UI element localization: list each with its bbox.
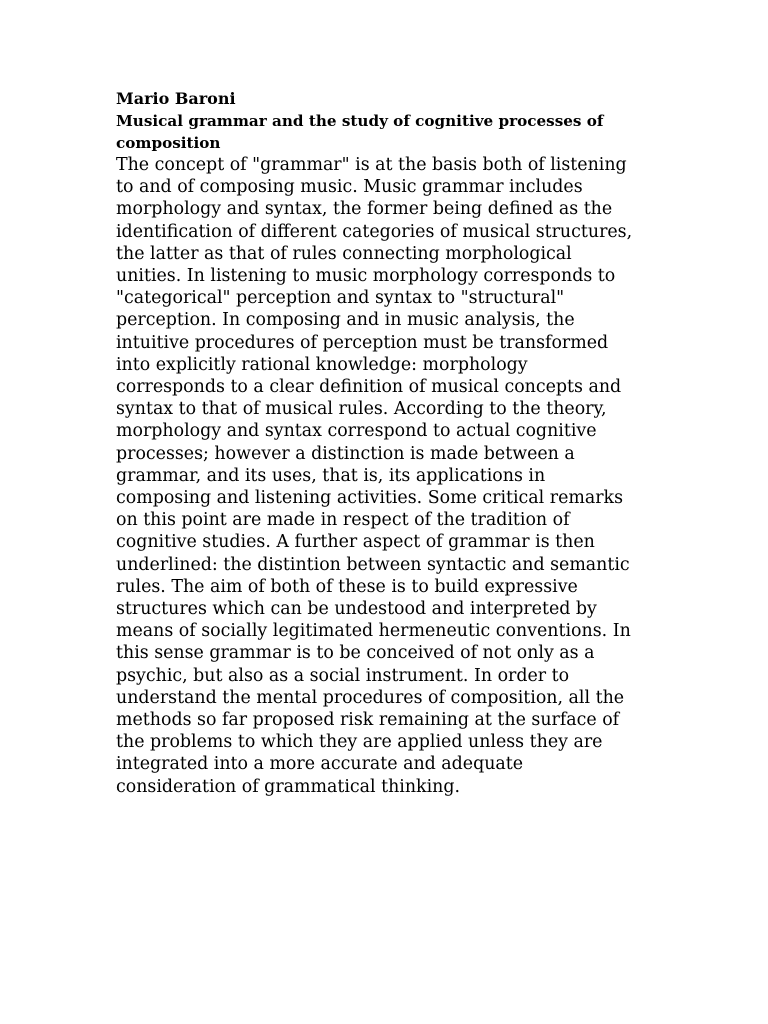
author-name: Mario Baroni [116, 89, 236, 108]
abstract-line: to and of composing music. Music grammar includes [116, 177, 583, 198]
abstract-line: perception. In composing and in music analysis, the [116, 310, 575, 331]
abstract-line: methods so far proposed risk remaining at the surface of [116, 710, 620, 731]
abstract-line: morphology and syntax correspond to actual cognitive [116, 421, 597, 442]
abstract-line: structures which can be undestood and interpreted by [116, 599, 597, 620]
abstract-line: syntax to that of musical rules. According to the theory, [116, 399, 607, 420]
abstract-line: morphology and syntax, the former being defined as the [116, 199, 613, 220]
document-page [116, 88, 636, 798]
abstract-text [116, 154, 636, 798]
abstract-line: the latter as that of rules connecting morphological [116, 243, 572, 264]
abstract-line: The concept of "grammar" is at the basis both of listening [116, 155, 627, 175]
abstract-line: this sense grammar is to be conceived of not only as a [116, 643, 595, 664]
paper-title [116, 110, 636, 154]
abstract-line: corresponds to a clear definition of musical concepts and [116, 377, 622, 398]
abstract-line: into explicitly rational knowledge: morphology [116, 354, 528, 375]
abstract-line: integrated into a more accurate and adequate [116, 754, 524, 775]
abstract-line: grammar, and its uses, that is, its applications in [116, 465, 546, 486]
abstract-line: cognitive studies. A further aspect of grammar is then [116, 532, 595, 553]
abstract-line: psychic, but also as a social instrument. In order to [116, 665, 570, 686]
abstract-line: "categorical" perception and syntax to "structural" [116, 288, 565, 309]
abstract-line: composing and listening activities. Some critical remarks [116, 488, 623, 509]
abstract-line: the problems to which they are applied unless they are [116, 732, 603, 753]
title-line: composition [116, 134, 221, 152]
abstract-line: on this point are made in respect of the tradition of [116, 510, 570, 531]
abstract-line: unities. In listening to music morphology corresponds to [116, 266, 616, 287]
abstract-line: intuitive procedures of perception must be transformed [116, 332, 609, 353]
abstract-line: understand the mental procedures of composition, all the [116, 687, 625, 708]
abstract-line: means of socially legitimated hermeneutic conventions. In [116, 621, 631, 642]
abstract-line: consideration of grammatical thinking. [116, 776, 461, 797]
abstract-line: underlined: the distintion between syntactic and semantic [116, 554, 630, 575]
abstract-line: processes; however a distinction is made between a [116, 443, 575, 464]
abstract-line: rules. The aim of both of these is to build expressive [116, 576, 578, 597]
abstract-line: identification of different categories of musical structures, [116, 221, 633, 242]
title-line: Musical grammar and the study of cognitive processes of [116, 112, 604, 130]
